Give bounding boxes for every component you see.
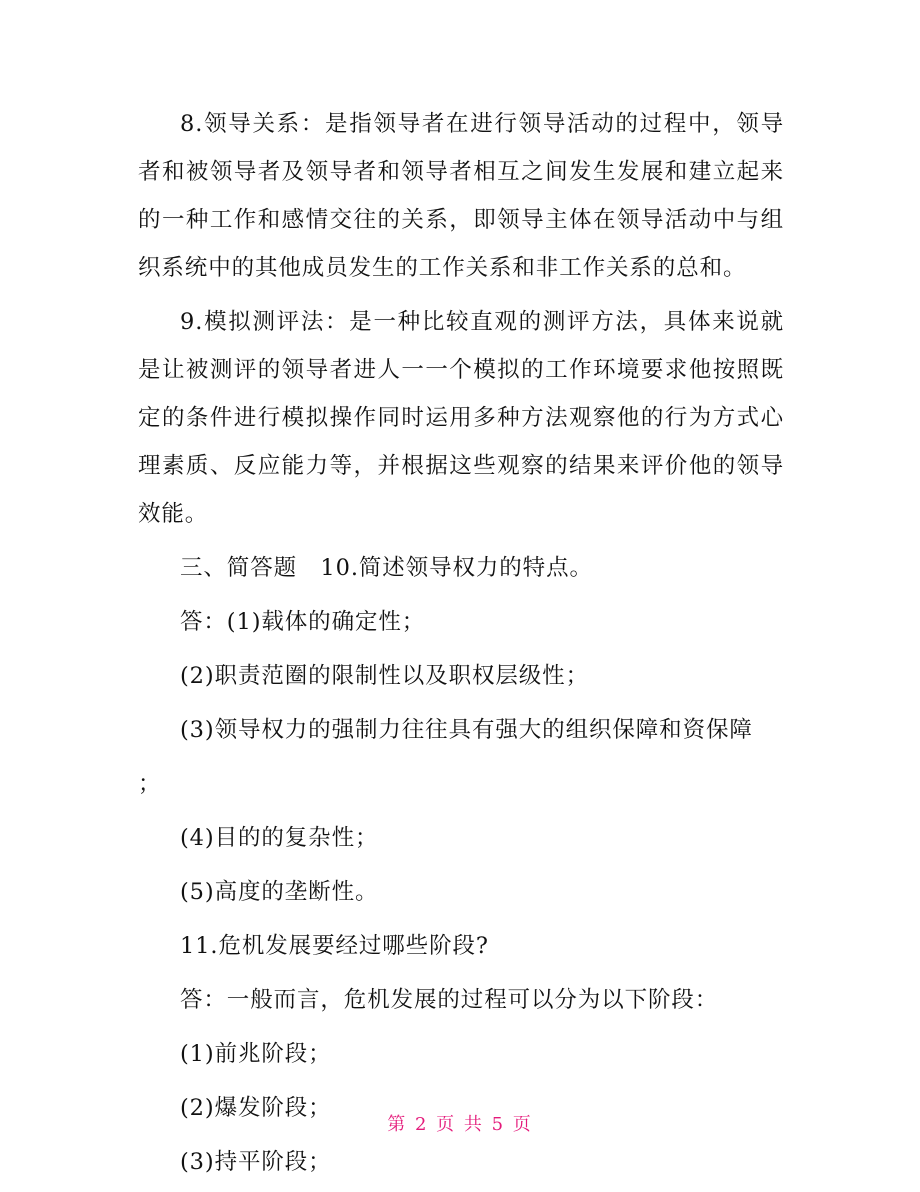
answer-q10-item-5: (5)高度的垄断性。	[180, 879, 379, 905]
answer-q10-item-3-tail: ；	[138, 771, 162, 797]
paragraph-simulation-assessment: 9.模拟测评法：是一种比较直观的测评方法，具体来说就是让被测评的领导者进人一一个模拟的工作环境要求他按照既定的条件进行模拟操作同时运用多种方法观察他的行为方式心理素质、反应能力等，并根据这些观察的结果来评价他的领导效能。	[138, 309, 784, 527]
paragraph-leadership-relation: 8.领导关系：是指领导者在进行领导活动的过程中，领导者和被领导者及领导者和领导者相互之间发生发展和建立起来的一种工作和感情交往的关系，即领导主体在领导活动中与组织系统中的其他成员发生的工作关系和非工作关系的总和。	[138, 111, 784, 281]
answer-q11-item-2: (2)爆发阶段；	[180, 1095, 332, 1121]
answer-q10-item-2: (2)职责范圈的限制性以及职权层级性；	[180, 663, 589, 689]
page-number-footer: 第 2 页 共 5 页	[387, 1114, 533, 1135]
document-body	[138, 100, 784, 1192]
question-q11: 11.危机发展要经过哪些阶段?	[180, 933, 489, 959]
answer-q10-item-1: 答：(1)载体的确定性；	[180, 609, 426, 635]
answer-q11-item-1: (1)前兆阶段；	[180, 1041, 332, 1067]
answer-q10-item-3: (3)领导权力的强制力往往具有强大的组织保障和资保障	[180, 717, 753, 743]
answer-q10-item-4: (4)目的的复杂性；	[180, 825, 379, 851]
answer-q11-item-3: (3)持平阶段；	[180, 1149, 332, 1175]
section-heading-q10: 三、简答题 10.简述领导权力的特点。	[180, 555, 593, 581]
answer-q11-intro: 答：一般而言，危机发展的过程可以分为以下阶段：	[180, 987, 719, 1013]
